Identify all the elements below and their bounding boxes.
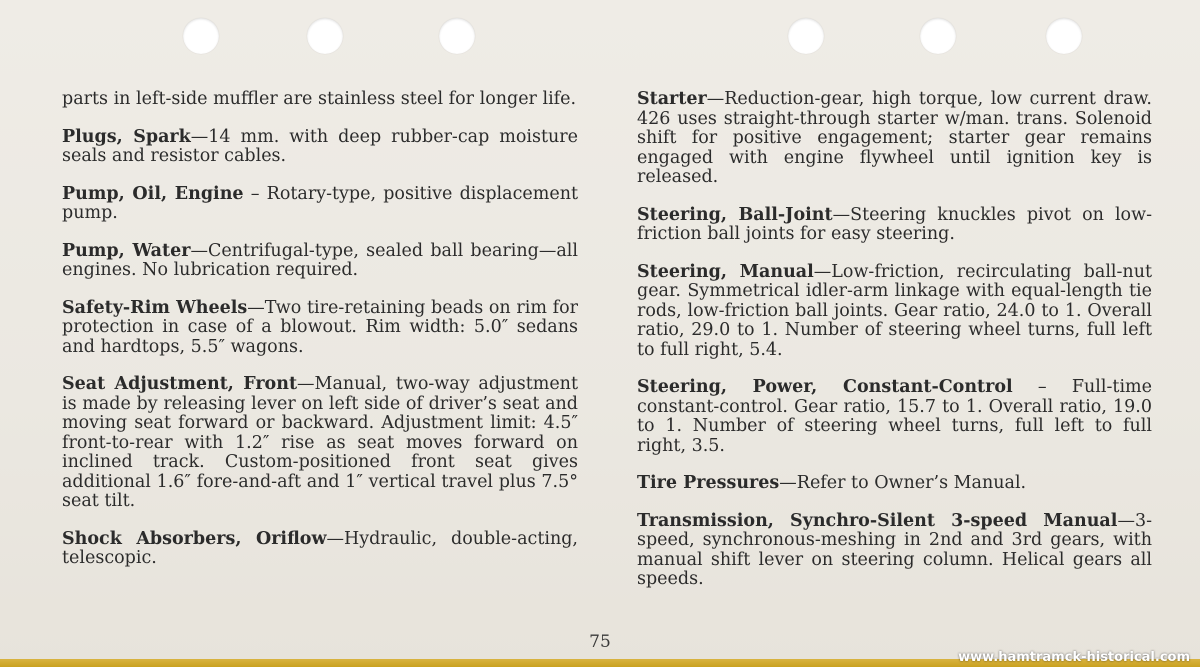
- spec-term: Steering, Ball-Joint: [637, 204, 833, 225]
- spec-term: Plugs, Spark: [62, 126, 191, 147]
- spec-term: Pump, Oil, Engine: [62, 183, 244, 204]
- spec-text: —Two tire-retaining beads on rim for protection in case of a blowout. Rim width: 5.0″ sedans and hardtops, 5.5″ wagons.: [62, 297, 578, 357]
- spec-text: —3-speed, synchronous-meshing in 2nd and 3rd gears, with manual shift lever on steering column. Helical gears all speeds.: [637, 510, 1152, 589]
- spec-entry: [637, 206, 1152, 245]
- spec-term: Pump, Water: [62, 240, 191, 261]
- spec-entry: [62, 299, 578, 358]
- spec-text: —Steering knuckles pivot on low-friction ball joints for easy steering.: [637, 204, 1152, 244]
- spec-text: —14 mm. with deep rubber-cap moisture seals and resistor cables.: [62, 126, 578, 166]
- spec-term: Seat Adjustment, Front: [62, 374, 298, 394]
- binder-hole: [183, 18, 219, 54]
- spec-text: —Hydraulic, double-acting, telescopic.: [62, 528, 578, 568]
- spec-entry: [637, 512, 1152, 590]
- spec-term: Transmission, Synchro-Silent 3-speed Manual: [637, 510, 1118, 531]
- spec-entry: [637, 378, 1152, 456]
- spec-text: – Full-time constant-control. Gear ratio, 15.7 to 1. Overall ratio, 19.0 to 1. Number of steering wheel turns, full left to full right, 3.5.: [637, 377, 1152, 456]
- binder-hole: [439, 18, 475, 54]
- page-number: 75: [589, 632, 611, 652]
- spec-term: Shock Absorbers, Oriflow: [62, 528, 327, 549]
- binder-hole: [307, 18, 343, 54]
- spec-text: —Low-friction, recirculating ball-nut gear. Symmetrical idler-arm linkage with equal-length tie rods, low-friction ball joints. Gear ratio, 24.0 to 1. Overall ratio, 29.0 to 1. Number of steering wheel turns, full left to full right, 5.4.: [637, 261, 1152, 360]
- spec-entry: [62, 242, 578, 281]
- watermark-text: www.hamtramck-historical.com: [958, 650, 1190, 665]
- spec-entry: [637, 263, 1152, 361]
- spec-entry: [62, 530, 578, 569]
- spec-term: Starter: [637, 89, 707, 109]
- spec-entry: [637, 90, 1152, 188]
- spec-entry: [62, 90, 578, 110]
- right-column: [637, 90, 1152, 608]
- spec-text: —Manual, two-way adjustment is made by releasing lever on left side of driver’s seat and moving seat forward or backward. Adjustment limit: 4.5″ front-to-rear with 1.2″ rise as seat moves forward on inclined track. Custom-positioned front seat gives additional 1.6″ fore-and-aft and 1″ vertical travel plus 7.5° seat tilt.: [62, 374, 578, 511]
- binder-hole: [788, 18, 824, 54]
- spec-entry: [62, 185, 578, 224]
- spec-entry: [637, 474, 1152, 494]
- binder-hole: [920, 18, 956, 54]
- binder-hole: [1046, 18, 1082, 54]
- spec-term: Tire Pressures: [637, 473, 780, 493]
- spec-text: —Reduction-gear, high torque, low current draw. 426 uses straight-through starter w/man. trans. Solenoid shift for positive engagement; starter gear remains engaged with engine flywheel until ignition key is released.: [637, 89, 1152, 187]
- spec-term: Steering, Power, Constant-Control: [637, 377, 1013, 397]
- spec-entry: [62, 128, 578, 167]
- spec-term: Safety-Rim Wheels: [62, 297, 248, 318]
- spec-text: – Rotary-type, positive displacement pump.: [62, 183, 579, 223]
- spec-term: Steering, Manual: [637, 261, 814, 282]
- spec-text: —Refer to Owner’s Manual.: [779, 473, 1027, 493]
- spec-entry: [62, 375, 578, 512]
- spec-text: —Centrifugal-type, sealed ball bearing—all engines. No lubrication required.: [62, 240, 578, 280]
- left-column: [62, 90, 578, 587]
- spec-text: parts in left-side muffler are stainless steel for longer life.: [62, 89, 577, 109]
